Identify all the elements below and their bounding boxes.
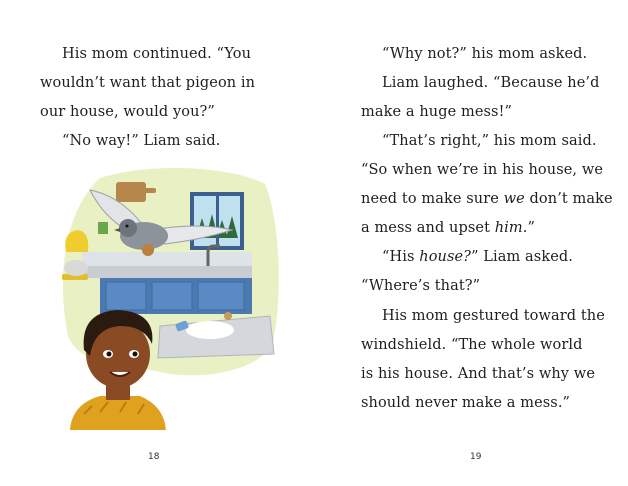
backsplash [82,252,252,266]
text-line [361,276,480,296]
text-span: Liam laughed. “Because he’d [382,75,600,91]
text-line [361,189,613,209]
window [190,192,244,250]
emphasis: him. [494,220,528,236]
text-line [382,306,605,326]
cabinets [100,278,252,314]
text-line [361,335,583,355]
page-number: 18 [148,452,160,462]
kitchen-pigeon-boy-illustration [60,166,280,430]
text-line: wouldn’t want that pigeon in [40,75,256,91]
text-span: “Why not?” his mom asked. [382,46,588,62]
text-line [361,218,535,238]
text-line: “No way!” Liam said. [62,133,221,149]
text-span: ” Liam asked. [471,249,573,265]
text-line [361,364,595,384]
counter-top [82,266,252,278]
text-span: should never make a mess.” [361,395,571,411]
text-line [382,44,587,64]
text-span: is his house. And that’s why we [361,366,596,382]
text-span: “So when we’re in his house, we [361,162,604,178]
text-span: “That’s right,” his mom said. [382,133,597,149]
emphasis: we [503,191,525,207]
text-line: our house, would you?” [40,104,215,120]
text-line [382,247,573,267]
text-line [382,73,600,93]
text-line: His mom continued. “You [62,46,252,62]
text-span: windshield. “The whole world [361,337,583,353]
cutting-board [116,182,146,202]
text-span: ” [527,220,535,236]
text-line [361,393,570,413]
text-span: “Where’s that?” [361,278,481,294]
text-span: don’t make [524,191,613,207]
cookie [142,244,154,256]
text-line [361,102,512,122]
text-span: need to make sure [361,191,504,207]
text-line [382,131,597,151]
text-span: “His [382,249,420,265]
text-line [361,160,603,180]
right-page [314,0,628,486]
text-span: a mess and upset [361,220,495,236]
text-span: make a huge mess!” [361,104,513,120]
page-number: 19 [470,452,482,462]
text-span: His mom gestured toward the [382,308,605,324]
emphasis: house? [419,249,472,265]
milk-spill [186,321,234,339]
